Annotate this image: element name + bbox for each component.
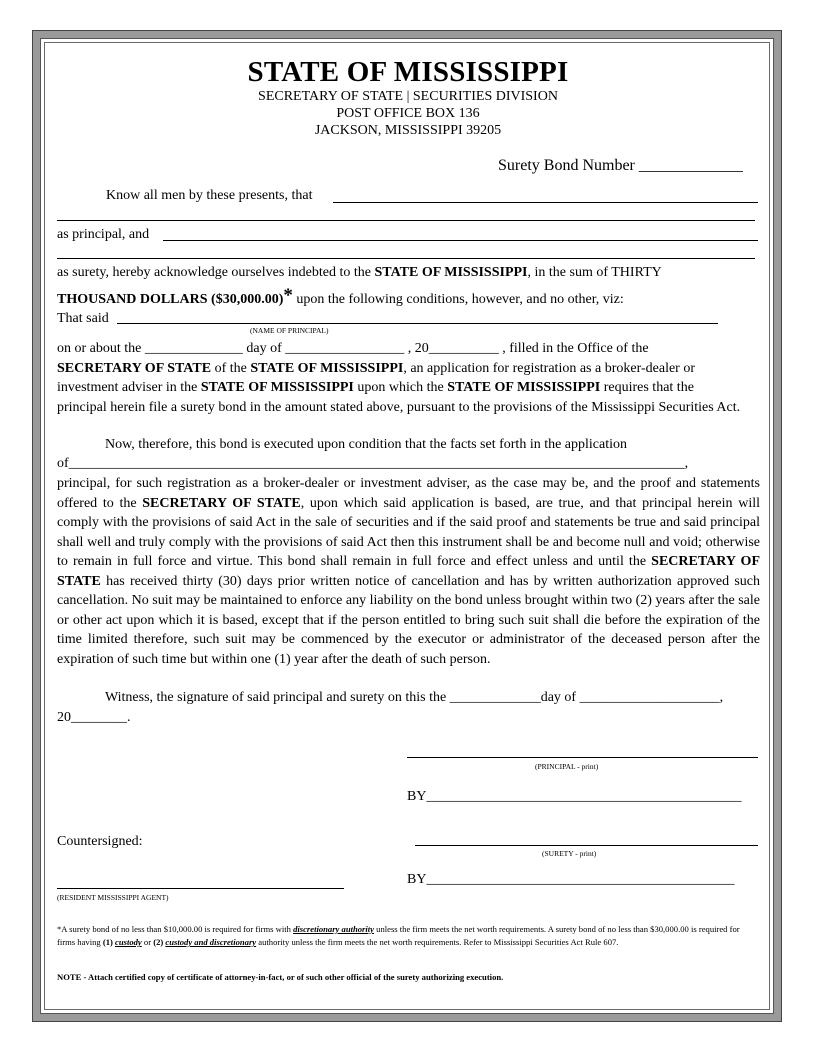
page-title: STATE OF MISSISSIPPI bbox=[247, 56, 569, 88]
bond-number-field[interactable]: Surety Bond Number _____________ bbox=[498, 157, 743, 174]
asterisk-mark: * bbox=[283, 285, 293, 306]
surety-signature-line[interactable] bbox=[415, 845, 758, 846]
principal-print-caption: (PRINCIPAL - print) bbox=[535, 762, 599, 771]
surety-name-line-2[interactable] bbox=[57, 258, 755, 259]
witness-text[interactable]: Witness, the signature of said principal and surety on this the _____________day of ____________________, bbox=[105, 690, 724, 705]
application-of-line[interactable]: of________________________________________________________________________________________, bbox=[57, 456, 689, 471]
name-of-principal-line[interactable] bbox=[117, 323, 718, 324]
bond-footnote: *A surety bond of no less than $10,000.00 is required for firms with discretionary authority unless the firm meets the net worth requirements. A surety bond of no less than $30,000.00 is required for firms having (1) custody or (2) custody and discretionary authority unless the firm meets the net worth requirements. Refer to Mississippi Securities Act Rule 607. bbox=[57, 924, 740, 947]
principal-name-line[interactable] bbox=[333, 202, 758, 203]
surety-acknowledge-line: as surety, hereby acknowledge ourselves indebted to the STATE OF MISSISSIPPI, in the sum of THIRTY bbox=[57, 265, 662, 280]
resident-agent-signature-line[interactable] bbox=[57, 888, 344, 889]
header-division: SECRETARY OF STATE | SECURITIES DIVISION bbox=[258, 89, 558, 104]
principal-by-line[interactable]: BY_____________________________________________ bbox=[407, 789, 742, 804]
surety-name-line[interactable] bbox=[163, 240, 758, 241]
attachment-note: NOTE - Attach certified copy of certificate of attorney-in-fact, or of such other official of the surety authorizing execution. bbox=[57, 972, 504, 982]
conditions-paragraph: principal, for such registration as a broker-dealer or investment adviser, as the case may be, and the proof and statements offered to the SECRETARY OF STATE, upon which said application is based, are true, and that principal herein will comply with the provisions of said Act in the sale of securities and if the said proof and statements be true and said principal shall well and truly comply with the provisions of said Act then this instrument shall be and become null and void; otherwise to remain in full force and virtue. This bond shall remain in full force and effect unless and until the SECRETARY OF STATE has received thirty (30) days prior written notice of cancellation and has by written authorization approved such cancellation. No suit may be maintained to enforce any liability on the bond unless brought within two (2) years after the sale or other act upon which it is based, except that if the person entitled to bring such suit shall die before the expiration of the time limited therefore, such suit may be commenced by the executor or administrator of the deceased person after the expiration of such time but within one (1) year after the death of such person. bbox=[57, 476, 761, 667]
principal-signature-line[interactable] bbox=[407, 757, 758, 758]
now-therefore-text: Now, therefore, this bond is executed upon condition that the facts set forth in the application bbox=[105, 437, 628, 452]
know-all-text: Know all men by these presents, that bbox=[106, 188, 313, 203]
resident-agent-caption: (RESIDENT MISSISSIPPI AGENT) bbox=[57, 893, 169, 902]
that-said-text: That said bbox=[57, 311, 109, 326]
name-of-principal-caption: (NAME OF PRINCIPAL) bbox=[250, 326, 329, 335]
principal-name-line-2[interactable] bbox=[57, 220, 755, 221]
header-city: JACKSON, MISSISSIPPI 39205 bbox=[314, 123, 502, 138]
header-pobox: POST OFFICE BOX 136 bbox=[336, 106, 480, 121]
as-principal-text: as principal, and bbox=[57, 227, 150, 242]
surety-print-caption: (SURETY - print) bbox=[542, 849, 597, 858]
countersigned-label: Countersigned: bbox=[57, 834, 143, 849]
application-paragraph: on or about the ______________ day of _________________ , 20__________ , filled in the Office of the SECRETARY OF STATE of the STATE OF MISSISSIPPI, an application for registration as a broker-dealer or investment adviser in the STATE OF MISSISSIPPI upon which the STATE OF MISSISSIPPI requires that the principal herein file a surety bond in the amount stated above, pursuant to the provisions of the Mississippi Securities Act. bbox=[57, 341, 741, 415]
amount-line: THOUSAND DOLLARS ($30,000.00)* upon the following conditions, however, and no other, viz: bbox=[57, 285, 624, 307]
surety-by-line[interactable]: BY____________________________________________ bbox=[407, 872, 735, 887]
witness-year[interactable]: 20________. bbox=[57, 710, 131, 725]
